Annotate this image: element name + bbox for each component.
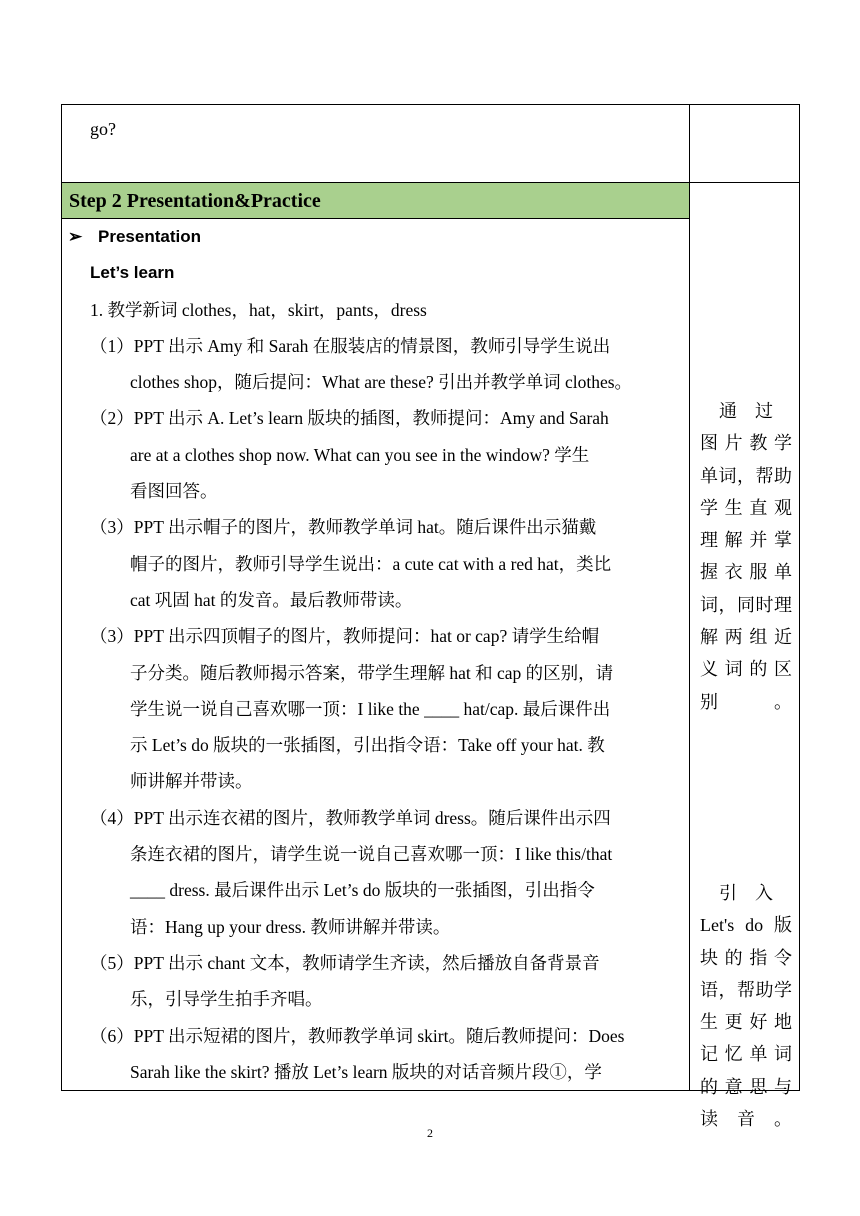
procedure-paragraph (62, 1018, 689, 1091)
note-line: 解两组近 (700, 627, 792, 648)
note-line: 握衣服单 (700, 562, 792, 583)
note-line: 理解并掌 (700, 530, 792, 551)
procedure-paragraph (62, 945, 689, 1018)
intro-line: 1. 教学新词 clothes，hat，skirt，pants，dress (90, 299, 427, 320)
lesson-plan-table (61, 104, 800, 1130)
procedure-content (62, 219, 689, 1090)
procedure-paragraph (62, 618, 689, 799)
note-line: 生更好地 (700, 1012, 792, 1033)
table-row (62, 105, 800, 183)
note-line: 引 入 (719, 883, 773, 903)
note-line: 义词的区 (700, 659, 792, 680)
procedure-paragraph (62, 800, 689, 945)
lets-learn-label: Let’s learn (90, 263, 175, 283)
procedure-paragraph (62, 509, 689, 618)
note-line: 语，帮助学 (700, 979, 792, 1000)
table-row (62, 183, 800, 1091)
note-line: Let's do 版 (700, 915, 792, 936)
paragraph-line: （1）PPT 出示 Amy 和 Sarah 在服装店的情景图，教师引导学生说出 (90, 335, 611, 356)
note-line: 图片教学 (700, 433, 792, 454)
procedure-paragraph (62, 328, 689, 401)
paragraph-line: （6）PPT 出示短裙的图片，教师教学单词 skirt。随后教师提问：Does (90, 1025, 625, 1046)
top-row-text: go? (90, 119, 116, 139)
paragraph-line: 帽子的图片，教师引导学生说出：a cute cat with a red hat，类比 (130, 553, 612, 574)
procedure-paragraph (62, 400, 689, 509)
presentation-label: Presentation (98, 227, 201, 246)
note-line: 单词，帮助 (700, 465, 792, 486)
paragraph-line: 师讲解并带读。 (130, 771, 253, 792)
design-note (690, 877, 800, 1135)
note-line: 的意思与 (700, 1076, 792, 1097)
note-line: 别。 (700, 691, 792, 712)
note-line: 块的指令 (700, 947, 792, 968)
paragraph-line: 子分类。随后教师揭示答案，带学生理解 hat 和 cap 的区别，请 (130, 662, 614, 683)
paragraph-line: ____ dress. 最后课件出示 Let’s do 版块的一张插图，引出指令 (130, 880, 595, 901)
paragraph-list (62, 328, 689, 1090)
note-line: 学生直观 (700, 497, 792, 518)
paragraph-line: clothes shop，随后提问：What are these? 引出并教学单词 clothes。 (130, 372, 633, 393)
paragraph-line: （3）PPT 出示帽子的图片，教师教学单词 hat。随后课件出示猫戴 (90, 517, 597, 538)
paragraph-line: 语：Hang up your dress. 教师讲解并带读。 (130, 916, 451, 937)
step-heading: Step 2 Presentation&Practice (62, 183, 689, 219)
paragraph-line: cat 巩固 hat 的发音。最后教师带读。 (130, 589, 413, 610)
paragraph-line: （3）PPT 出示四顶帽子的图片，教师提问：hat or cap? 请学生给帽 (90, 626, 600, 647)
main-cell-body (62, 183, 690, 1091)
design-note (690, 395, 800, 718)
presentation-bullet (62, 219, 689, 255)
paragraph-line: （5）PPT 出示 chant 文本，教师请学生齐读，然后播放自备背景音 (90, 952, 600, 973)
paragraph-line: 示 Let’s do 版块的一张插图，引出指令语：Take off your hat. 教 (130, 735, 605, 756)
paragraph-line: （4）PPT 出示连衣裙的图片，教师教学单词 dress。随后课件出示四 (90, 807, 611, 828)
paragraph-line: （2）PPT 出示 A. Let’s learn 版块的插图，教师提问：Amy and Sarah (90, 408, 609, 429)
paragraph-line: 乐，引导学生拍手齐唱。 (130, 989, 323, 1010)
paragraph-line: are at a clothes shop now. What can you see in the window? 学生 (130, 444, 590, 465)
note-line: 词，同时理 (700, 594, 792, 615)
main-cell-top (62, 105, 690, 183)
paragraph-line: 条连衣裙的图片，请学生说一说自己喜欢哪一顶：I like this/that (130, 844, 613, 865)
note-cell-top (690, 105, 800, 183)
note-line: 通 过 (719, 401, 773, 421)
note-line: 记忆单词 (700, 1044, 792, 1065)
paragraph-line: 看图回答。 (130, 481, 218, 502)
paragraph-line: 学生说一说自己喜欢哪一顶：I like the ____ hat/cap. 最后课件出 (130, 698, 611, 719)
paragraph-line: Sarah like the skirt? 播放 Let’s learn 版块的对话音频片段①，学 (130, 1061, 602, 1082)
note-cell-body (690, 183, 800, 1130)
page-number: 2 (427, 1126, 433, 1140)
arrow-bullet-icon: ➢ (68, 227, 83, 246)
note-line: 读音。 (700, 1109, 792, 1130)
